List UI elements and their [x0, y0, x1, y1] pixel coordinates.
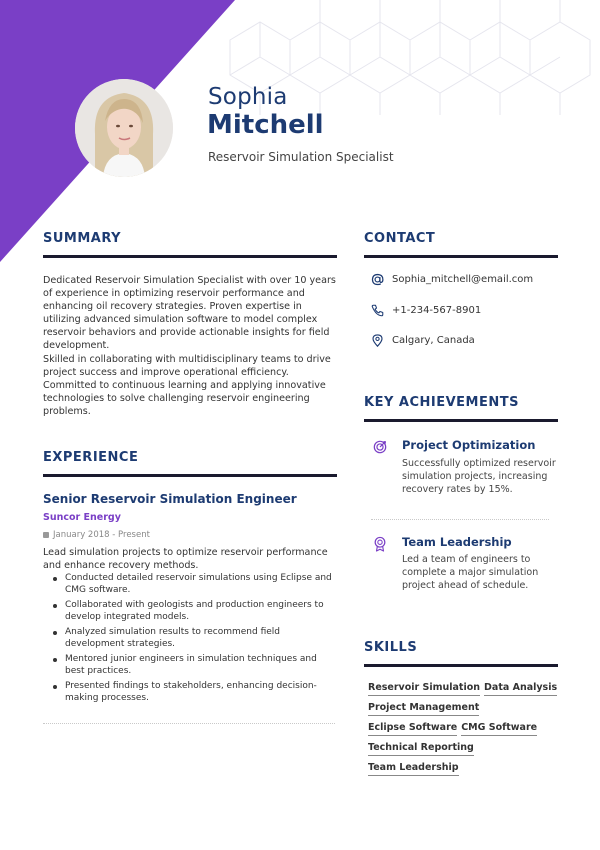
- job-bullet: Conducted detailed reservoir simulations using Eclipse and CMG software.: [51, 573, 337, 596]
- achievement-title: Team Leadership: [402, 535, 512, 549]
- achievements-heading-rule: [364, 419, 558, 422]
- experience-divider: [43, 723, 335, 724]
- phone-icon: [371, 304, 384, 317]
- target-icon: [373, 440, 387, 454]
- job-title: Reservoir Simulation Specialist: [208, 150, 394, 164]
- job-bullet: Presented findings to stakeholders, enhancing decision-making processes.: [51, 681, 337, 704]
- last-name: Mitchell: [207, 110, 324, 140]
- contact-phone-text: +1-234-567-8901: [392, 305, 482, 316]
- achievement-description: Led a team of engineers to complete a major simulation project ahead of schedule.: [402, 554, 539, 591]
- contact-heading-rule: [364, 255, 558, 258]
- skill-tag: Eclipse Software: [368, 722, 457, 736]
- job-description: Lead simulation projects to optimize reservoir performance and enhance recovery methods.: [43, 547, 328, 571]
- skill-tag: Technical Reporting: [368, 742, 474, 756]
- profile-photo: [75, 79, 173, 177]
- award-icon: [373, 536, 387, 552]
- job-bullet: Analyzed simulation results to recommend field development strategies.: [51, 627, 337, 650]
- first-name: Sophia: [208, 84, 288, 110]
- experience-heading: EXPERIENCE: [43, 450, 139, 465]
- contact-location: [371, 334, 475, 347]
- contact-email: [371, 273, 533, 286]
- summary-paragraph-1: Dedicated Reservoir Simulation Specialist with over 10 years of experience in optimizing reservoir performance and enhancing oil recovery strategies. Proven expertise in utilizing advanced simulation software to model complex reservoir behaviors and provide actionable insights for field development.: [43, 275, 336, 351]
- at-sign-icon: [371, 273, 384, 286]
- skill-tag: Team Leadership: [368, 762, 459, 776]
- calendar-icon: [43, 532, 49, 538]
- achievement-description: Successfully optimized reservoir simulation projects, increasing recovery rates by 15%.: [402, 458, 556, 495]
- skill-tag: Project Management: [368, 702, 479, 716]
- contact-location-text: Calgary, Canada: [392, 335, 475, 346]
- skills-heading-rule: [364, 664, 558, 667]
- contact-email-text: Sophia_mitchell@email.com: [392, 274, 534, 285]
- job-bullet: Collaborated with geologists and production engineers to develop integrated models.: [51, 600, 337, 623]
- skills-heading: SKILLS: [364, 640, 418, 655]
- job-dates-text: January 2018 - Present: [53, 530, 150, 540]
- contact-phone: [371, 304, 481, 317]
- achievements-heading: KEY ACHIEVEMENTS: [364, 395, 519, 410]
- skill-tag: Data Analysis: [484, 682, 557, 696]
- job-company: Suncor Energy: [43, 512, 121, 523]
- summary-heading-rule: [43, 255, 337, 258]
- contact-heading: CONTACT: [364, 231, 436, 246]
- map-pin-icon: [371, 334, 384, 347]
- skill-tag: Reservoir Simulation: [368, 682, 480, 696]
- skill-tag: CMG Software: [461, 722, 537, 736]
- job-bullet-list: [51, 573, 337, 708]
- achievement-divider: [371, 519, 549, 520]
- job-role: Senior Reservoir Simulation Engineer: [43, 492, 297, 506]
- job-bullet: Mentored junior engineers in simulation techniques and best practices.: [51, 654, 337, 677]
- summary-heading: SUMMARY: [43, 231, 122, 246]
- skills-list: [368, 682, 563, 776]
- achievement-title: Project Optimization: [402, 438, 536, 452]
- experience-heading-rule: [43, 474, 337, 477]
- job-dates: [43, 530, 150, 540]
- summary-paragraph-2: Skilled in collaborating with multidisciplinary teams to drive project success and improve operational efficiency. Committed to continuous learning and applying innovative technologies to solve challenging reservoir engineering problems.: [43, 354, 331, 417]
